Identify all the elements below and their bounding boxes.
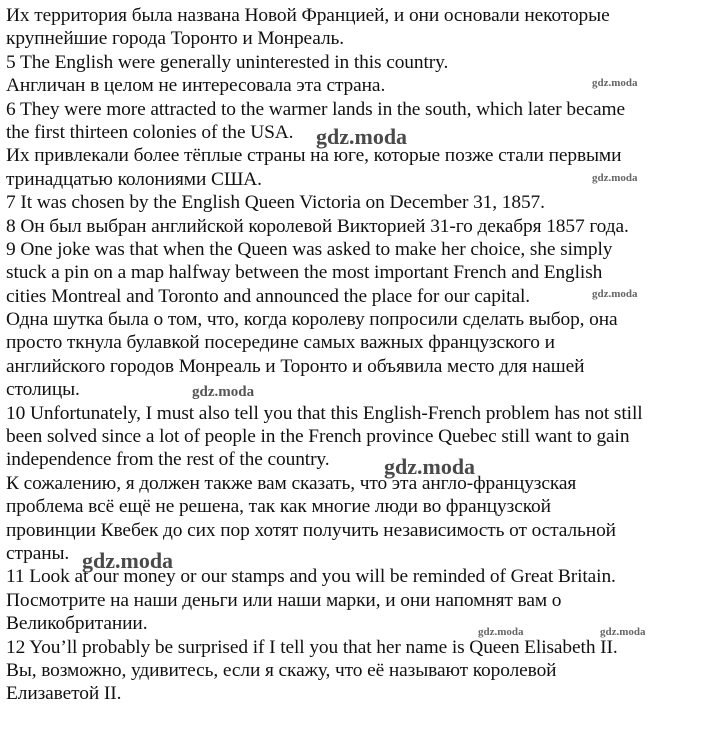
text-line-9: 7 It was chosen by the English Queen Victoria on December 31, 1857. xyxy=(6,192,545,214)
text-line-28: 12 You’ll probably be surprised if I tell you that her name is Queen Elisabeth II. xyxy=(6,636,618,658)
watermark: gdz.moda xyxy=(384,454,476,479)
text-line-16: английского городов Монреаль и Торонто и объявила место для нашей xyxy=(6,355,585,377)
text-line-3: 5 The English were generally uninterested in this country. xyxy=(6,51,449,73)
text-line-13: cities Montreal and Toronto and announced the place for our capital. xyxy=(6,285,530,307)
text-line-19: been solved since a lot of people in the French province Quebec still want to gain xyxy=(6,426,630,448)
text-line-4: Англичан в целом не интересовала эта страна. xyxy=(6,75,386,97)
text-line-29: Вы, возможно, удивитесь, если я скажу, что её называют королевой xyxy=(6,659,557,681)
watermark: gdz.moda xyxy=(592,288,638,300)
text-line-17: столицы. xyxy=(6,379,80,401)
watermark: gdz.moda xyxy=(600,626,646,638)
text-line-12: stuck a pin on a map halfway between the most important French and English xyxy=(6,262,603,284)
text-line-20: independence from the rest of the country. xyxy=(6,449,330,471)
text-line-1: Их территория была названа Новой Францией, и они основали некоторые xyxy=(6,5,610,26)
text-line-27: Великобритании. xyxy=(6,613,148,635)
watermark: gdz.moda xyxy=(478,626,524,638)
watermark: gdz.moda xyxy=(592,77,638,89)
text-line-7: Их привлекали более тёплые страны на юге, которые позже стали первыми xyxy=(6,145,622,167)
watermark: gdz.moda xyxy=(316,124,408,149)
text-line-18: 10 Unfortunately, I must also tell you that this English-French problem has not still xyxy=(6,402,643,424)
text-line-25: 11 Look at our money or our stamps and you will be reminded of Great Britain. xyxy=(6,566,616,588)
text-line-14: Одна шутка была о том, что, когда королеву попросили сделать выбор, она xyxy=(6,309,618,331)
text-line-6: the first thirteen colonies of the USA. xyxy=(6,121,294,143)
text-line-8: тринадцатью колониями США. xyxy=(6,168,262,190)
text-line-5: 6 They were more attracted to the warmer lands in the south, which later became xyxy=(6,98,626,120)
watermark: gdz.moda xyxy=(592,172,638,184)
text-line-15: просто ткнула булавкой посередине самых важных французского и xyxy=(6,332,555,354)
text-line-26: Посмотрите на наши деньги или наши марки, и они напомнят вам о xyxy=(6,589,562,611)
text-line-22: проблема всё ещё не решена, так как многие люди во французской xyxy=(6,496,551,518)
text-line-11: 9 One joke was that when the Queen was asked to make her choice, she simply xyxy=(6,238,613,260)
text-line-21: К сожалению, я должен также вам сказать, что эта англо-французская xyxy=(6,472,577,494)
watermark: gdz.moda xyxy=(82,548,174,573)
text-line-10: 8 Он был выбран английской королевой Викторией 31-го декабря 1857 года. xyxy=(6,215,629,237)
text-line-23: провинции Квебек до сих пор хотят получить независимость от остальной xyxy=(6,519,616,541)
text-line-2: крупнейшие города Торонто и Монреаль. xyxy=(6,28,345,50)
text-line-30: Елизаветой II. xyxy=(6,683,122,705)
text-line-24: страны. xyxy=(6,542,70,564)
watermark: gdz.moda xyxy=(192,384,255,400)
document-body xyxy=(6,4,698,706)
